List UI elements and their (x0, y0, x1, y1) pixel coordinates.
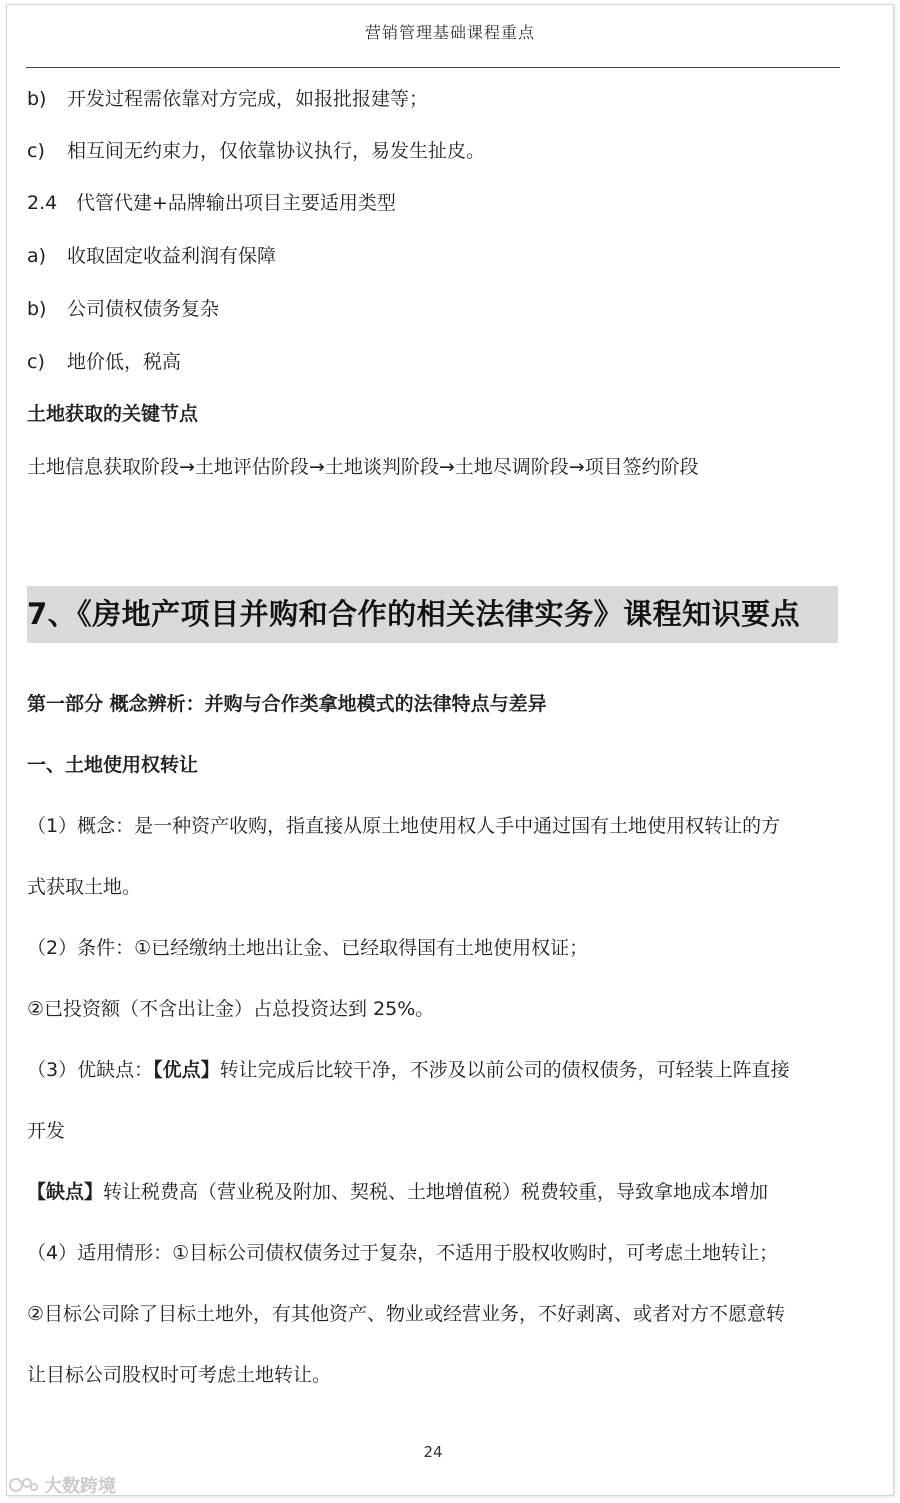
paragraph-line: （4）适用情形：①目标公司债权债务过于复杂，不适用于股权收购时，可考虑土地转让； (27, 1242, 779, 1264)
list-item-text: 地价低，税高 (67, 351, 182, 373)
list-item-text: 相互间无约束力，仅依靠协议执行，易发生扯皮。 (67, 140, 486, 162)
list-marker: a) (27, 245, 47, 267)
paragraph-line: 式获取土地。 (27, 876, 142, 898)
paragraph-line (27, 1057, 790, 1083)
list-marker: b) (27, 298, 47, 320)
page-number: 24 (423, 1443, 443, 1461)
section-heading: 7、《房地产项目并购和合作的相关法律实务》课程知识要点 (27, 586, 838, 643)
part-title: 第一部分 概念辨析：并购与合作类拿地模式的法律特点与差异 (27, 693, 547, 715)
paragraph-line: ②已投资额（不含出让金）占总投资达到 25%。 (27, 998, 435, 1020)
list-marker: c) (27, 140, 45, 162)
watermark (8, 1472, 116, 1498)
subsection-heading (27, 190, 396, 216)
list-item (27, 349, 181, 375)
land-flow: 土地信息获取阶段→土地评估阶段→土地谈判阶段→土地尽调阶段→项目签约阶段 (27, 456, 699, 478)
sub-title: 一、土地使用权转让 (27, 754, 199, 776)
paragraph-line: （2）条件：①已经缴纳土地出让金、已经取得国有土地使用权证； (27, 937, 589, 959)
cons-label: 【缺点】 (27, 1181, 104, 1203)
page-frame (6, 4, 894, 1496)
brand-logo-icon (8, 1475, 38, 1495)
list-item (27, 296, 219, 322)
header-rule (26, 67, 840, 68)
pros-text: 转让完成后比较干净，不涉及以前公司的债权债务，可轻装上阵直接 (219, 1059, 790, 1081)
list-item (27, 243, 276, 269)
list-marker: c) (27, 351, 45, 373)
list-item (27, 86, 428, 112)
list-marker: b) (27, 88, 47, 110)
paragraph-line: （1）概念：是一种资产收购，指直接从原土地使用权人手中通过国有土地使用权转让的方 (27, 815, 781, 837)
paragraph-line: ②目标公司除了目标土地外，有其他资产、物业或经营业务，不好剥离、或者对方不愿意转 (27, 1303, 786, 1325)
section-number: 2.4 (27, 192, 58, 214)
running-header: 营销管理基础课程重点 (364, 23, 535, 42)
land-heading: 土地获取的关键节点 (27, 403, 199, 425)
cons-text: 转让税费高（营业税及附加、契税、土地增值税）税费较重，导致拿地成本增加 (103, 1181, 769, 1203)
list-item (27, 138, 485, 164)
list-item-text: 开发过程需依靠对方完成，如报批报建等； (67, 88, 429, 110)
paragraph-line: 让目标公司股权时可考虑土地转让。 (27, 1364, 332, 1386)
pros-label: 【优点】 (153, 1059, 220, 1081)
paragraph-line (27, 1179, 768, 1205)
watermark-text: 大数跨境 (44, 1476, 116, 1497)
list-item-text: 公司债权债务复杂 (67, 298, 220, 320)
subsection-heading-text: 代管代建+品牌输出项目主要适用类型 (76, 192, 396, 214)
pros-cons-prefix: （3）优缺点： (27, 1059, 154, 1081)
paragraph-line: 开发 (27, 1120, 66, 1142)
list-item-text: 收取固定收益利润有保障 (67, 245, 277, 267)
